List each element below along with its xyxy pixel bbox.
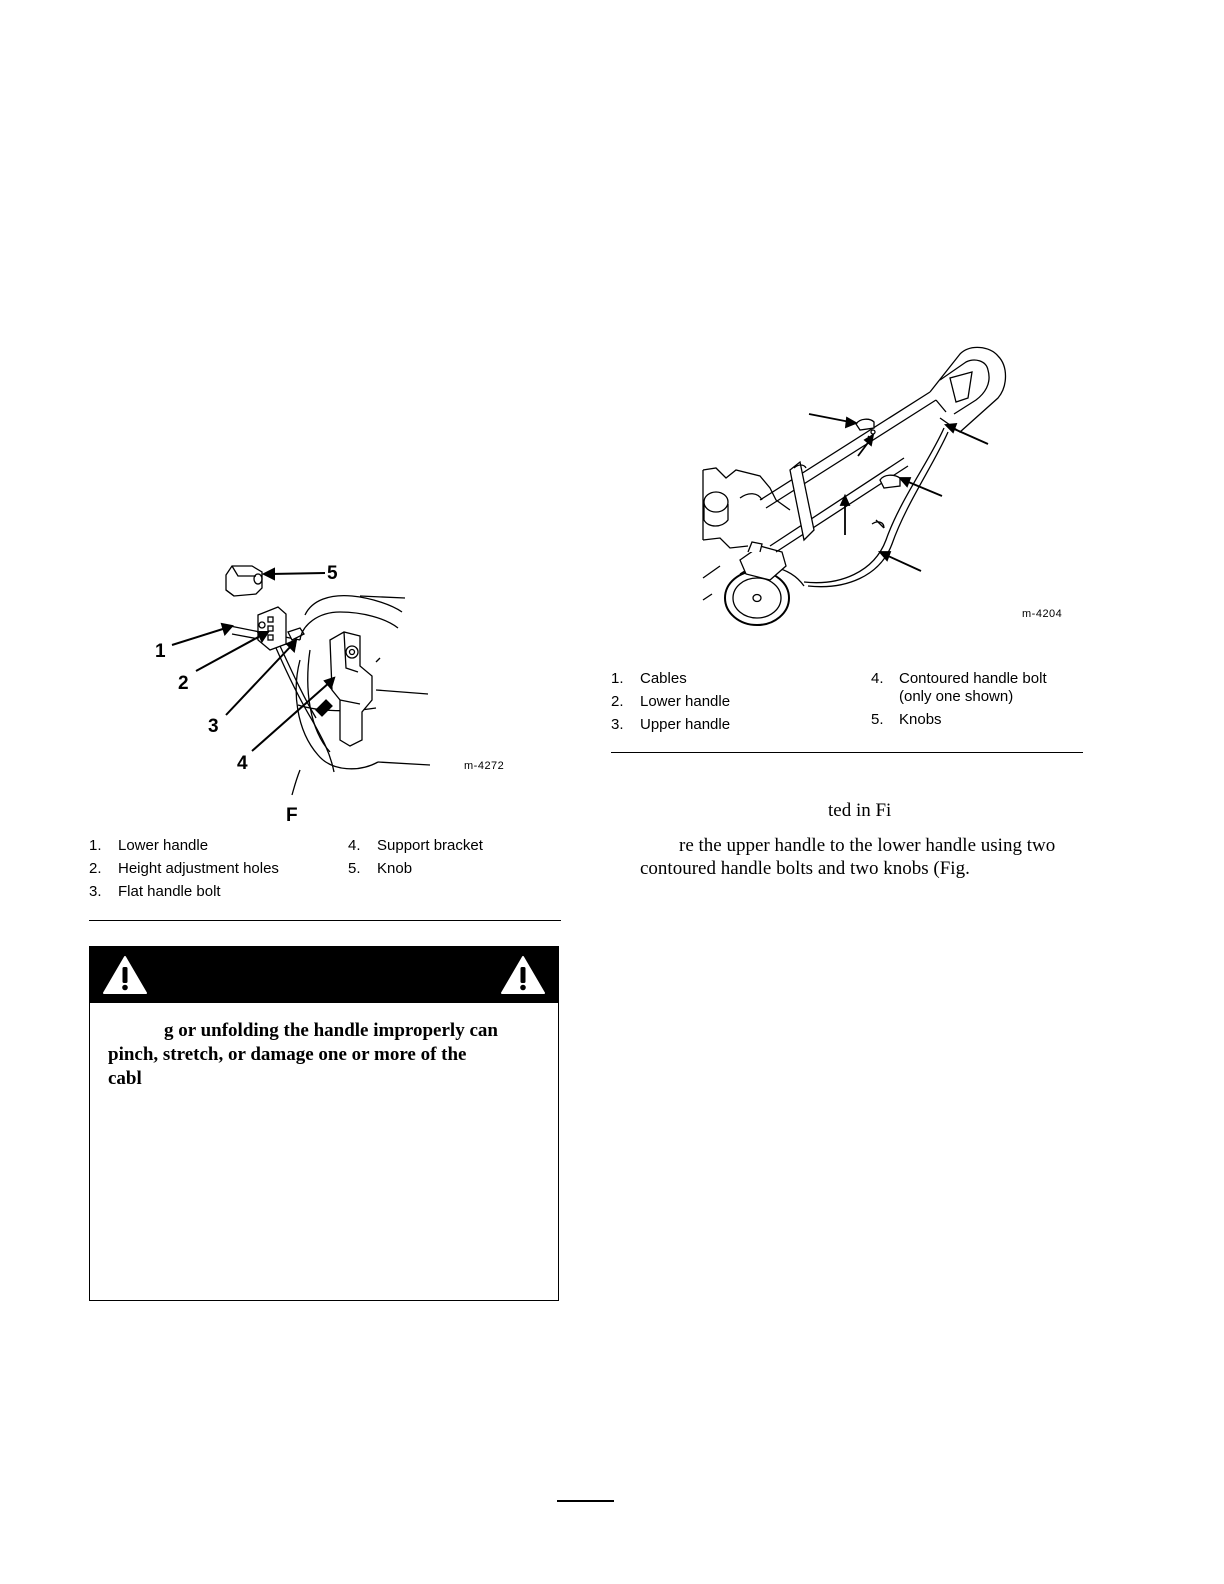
warning-box xyxy=(89,946,559,1301)
callout-1: 1 xyxy=(155,641,166,662)
handle-assembly-illustration xyxy=(700,340,1100,640)
legend-num: 1. xyxy=(611,670,624,687)
callout-2: 2 xyxy=(178,673,189,694)
legend-text: Support bracket xyxy=(377,837,483,854)
legend-num: 5. xyxy=(871,711,884,728)
warning-line: g or unfolding the handle improperly can xyxy=(164,1020,498,1041)
legend-text-continued: (only one shown) xyxy=(899,688,1014,705)
legend-num: 2. xyxy=(611,693,624,710)
figure-caption: F xyxy=(286,805,298,826)
figure-code: m-4272 xyxy=(464,760,505,772)
body-text-line: re the upper handle to the lower handle using two xyxy=(679,835,1056,856)
legend-num: 4. xyxy=(871,670,884,687)
legend-text: Knob xyxy=(377,860,413,877)
warning-header xyxy=(90,947,558,1003)
legend-num: 3. xyxy=(611,716,624,733)
legend-text: Height adjustment holes xyxy=(118,860,279,877)
legend-text: Flat handle bolt xyxy=(118,883,221,900)
legend-num: 1. xyxy=(89,837,102,854)
legend-text: Lower handle xyxy=(640,693,731,710)
legend-text: Lower handle xyxy=(118,837,209,854)
legend-num: 2. xyxy=(89,860,102,877)
legend-text: Cables xyxy=(640,670,687,687)
divider xyxy=(611,752,1083,753)
callout-5: 5 xyxy=(327,563,338,584)
warning-icon xyxy=(500,955,546,995)
body-text-line: ted in Fi xyxy=(828,800,892,821)
body-text-line: contoured handle bolts and two knobs (Fig. xyxy=(640,858,970,879)
legend-num: 4. xyxy=(348,837,361,854)
legend-num: 3. xyxy=(89,883,102,900)
legend-text: Contoured handle bolt xyxy=(899,670,1047,687)
footer-rule xyxy=(557,1500,614,1502)
warning-text xyxy=(108,1019,548,1091)
warning-line: pinch, stretch, or damage one or more of the xyxy=(108,1044,467,1065)
callout-3: 3 xyxy=(208,716,219,737)
figure-code: m-4204 xyxy=(1022,608,1063,620)
legend-text: Knobs xyxy=(899,711,942,728)
divider xyxy=(89,920,561,921)
callout-4: 4 xyxy=(237,753,248,774)
legend-num: 5. xyxy=(348,860,361,877)
legend-text: Upper handle xyxy=(640,716,731,733)
warning-line: cabl xyxy=(108,1068,142,1089)
warning-icon xyxy=(102,955,148,995)
